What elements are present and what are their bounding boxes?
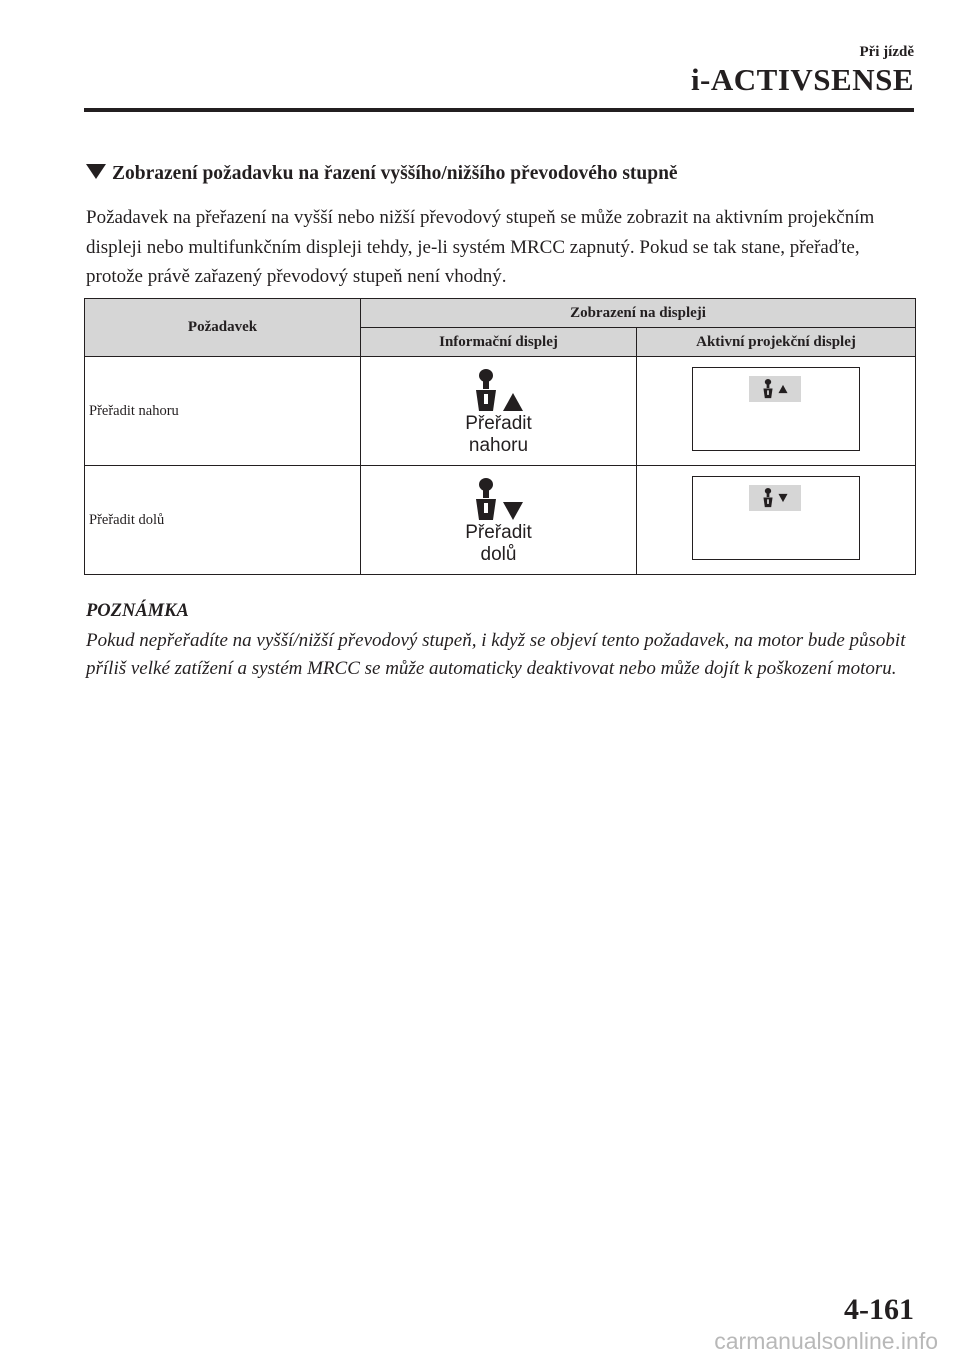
info-display-cell (361, 357, 637, 466)
shift-request-table (84, 298, 916, 575)
info-text-line1: Přeřadit (465, 413, 532, 434)
header-display: Zobrazení na displeji (361, 299, 916, 328)
gear-lever-small-icon (762, 488, 774, 508)
header-request: Požadavek (85, 299, 361, 357)
hud-display-cell (637, 466, 916, 575)
header-info-display: Informační displej (361, 328, 637, 357)
note-text: Pokud nepřeřadíte na vyšší/nižší převodový stupeň, i když se objeví tento požadavek, na motor bude působit příliš velké zatížení a systém MRCC se může automaticky deaktivovat nebo může dojít k poškození motoru. (86, 630, 906, 679)
hud-screen (692, 476, 860, 560)
info-text-line1: Přeřadit (465, 522, 532, 543)
shift-up-arrow-icon (502, 391, 524, 413)
gear-lever-icon (474, 478, 498, 522)
page-number: 4-161 (844, 1293, 914, 1326)
shift-up-arrow-small-icon (778, 384, 788, 394)
hud-screen (692, 367, 860, 451)
table-row (85, 466, 916, 575)
shift-down-arrow-small-icon (778, 493, 788, 503)
watermark: carmanualsonline.info (714, 1328, 938, 1354)
info-text-line2: nahoru (468, 435, 529, 456)
header-hud-display: Aktivní projekční displej (637, 328, 916, 357)
hud-shift-up-icon (749, 376, 801, 402)
heading-triangle-icon (86, 164, 106, 179)
section-heading-text: Zobrazení požadavku na řazení vyššího/nižšího převodového stupně (112, 163, 678, 184)
section-heading (86, 163, 678, 185)
shift-down-arrow-icon (502, 500, 524, 522)
row-label: Přeřadit dolů (85, 466, 361, 575)
header-section-label: Při jízdě (859, 44, 914, 60)
gear-lever-small-icon (762, 379, 774, 399)
row-label: Přeřadit nahoru (85, 357, 361, 466)
table-row (85, 357, 916, 466)
info-display-cell (361, 466, 637, 575)
hud-shift-down-icon (749, 485, 801, 511)
note-title: POZNÁMKA (86, 601, 189, 621)
gear-lever-icon (474, 369, 498, 413)
body-paragraph: Požadavek na přeřazení na vyšší nebo nižší převodový stupeň se může zobrazit na aktivním projekčním displeji nebo multifunkčním displeji tehdy, je-li systém MRCC zapnutý. Pokud se tak stane, přeřaďte, protože právě zařazený převodový stupeň není vhodný. (86, 207, 875, 287)
info-text-line2: dolů (480, 544, 517, 565)
header-title: i-ACTIVSENSE (690, 62, 914, 97)
header-rule (84, 108, 914, 112)
hud-display-cell (637, 357, 916, 466)
